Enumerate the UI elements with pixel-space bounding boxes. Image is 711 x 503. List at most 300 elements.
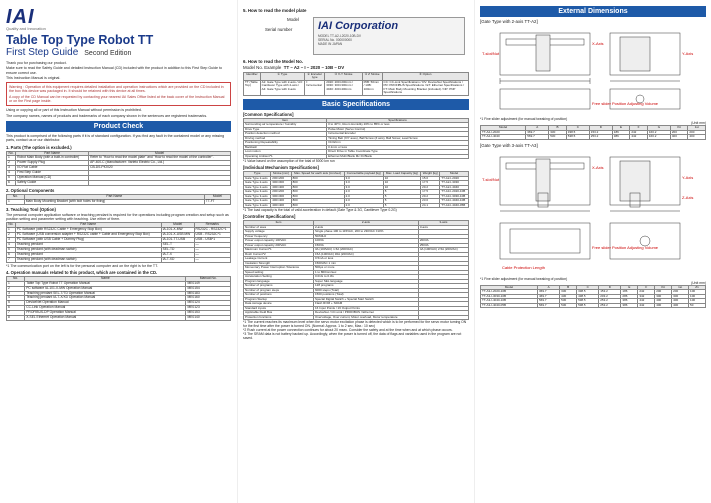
intro-line: Make sure to read the Safety Guide and detailed Instruction Manual (CD) included with the product in addition to this First Step Guide to ensure correct use.: [6, 66, 222, 75]
table-cell: 569.7: [537, 303, 559, 308]
table-cell: Ethernet Multi Blank Mc Dt Blank: [327, 154, 469, 159]
table-cell: TT-A3-I-4040-05B: [481, 303, 538, 308]
table-cell: 5: [7, 176, 16, 181]
table-cell: 2: [7, 233, 16, 238]
table-cell: 530: [560, 299, 577, 304]
table-cell: 24.1: [421, 203, 440, 208]
table-cell: Super SEL language: [314, 279, 419, 284]
table-cell: 17.5: [421, 181, 440, 186]
table-header-cell: ④ Z Stroke: [362, 72, 382, 80]
dimension-row: [481, 303, 706, 308]
table-cell: 800: [291, 176, 344, 181]
table-cell: X-SEL Ethernet Operation Manual: [25, 316, 186, 321]
basic-specs-heading: Basic Specifications: [243, 99, 469, 110]
table-cell: 8: [7, 316, 25, 321]
external-dimensions-heading: External Dimensions: [480, 6, 706, 17]
table-cell: 569.7: [537, 299, 559, 304]
table-cell: Direct Drive in Table Coordinate Type: [327, 150, 469, 155]
table-cell: 430: [560, 294, 577, 299]
table-cell: ME0124: [186, 301, 231, 306]
table-cell: 400×400: [271, 203, 291, 208]
table-cell: 200: [655, 290, 672, 295]
table-cell: Safety Guide: [16, 181, 89, 186]
table-header-cell: Part Name: [15, 223, 161, 228]
table-header-cell: G: [647, 126, 670, 131]
dimension-row: [481, 135, 706, 140]
table-cell: 186: [612, 130, 630, 135]
table-cell: TT-A3-I-3030-10B: [481, 294, 538, 299]
table-cell: Rush Current*2: [244, 252, 314, 257]
table-cell: 253.2: [589, 135, 612, 140]
table-header-cell: Stroke [mm]: [271, 172, 291, 177]
table-cell: 300×300: [271, 181, 291, 186]
teaching-title: 3. Teaching Tool (Option): [6, 206, 56, 212]
table-header-cell: ③ X-Y Stroke: [325, 72, 362, 80]
table-cell: Drive Type: [244, 127, 327, 132]
table-cell: 530: [549, 135, 567, 140]
table-cell: 200VA: [418, 239, 468, 244]
table-cell: TT-A3-I-4040-05B: [440, 203, 469, 208]
table-cell: 400: [672, 299, 689, 304]
table-cell: 153.2: [589, 130, 612, 135]
gate3-dimension-table: [480, 285, 706, 309]
table-cell: 800: [291, 194, 344, 199]
table-cell: 569.7: [526, 135, 549, 140]
table-cell: Lost motion: [244, 150, 327, 155]
gate3-fine-adjust: *1 Fine slider adjustment (for manual tweaking of position): [480, 276, 568, 281]
table-cell: 15A (100VAC) 30A (200VAC): [314, 252, 419, 257]
table-cell: 2.0: [344, 190, 383, 195]
table-cell: Flash ROM + SRAM: [314, 302, 419, 307]
table-header-cell: Model: [481, 285, 538, 290]
table-cell: Incremental Encoder: [327, 132, 469, 137]
table-cell: DeviceNet Operation Manual: [25, 301, 186, 306]
serial-label: Serial number: [265, 27, 293, 32]
gate2-fine-adjust: *1 Fine slider adjustment (for manual tweaking of position): [480, 117, 568, 121]
gate2-title: [Gate Type with 2-axis TT-A2]: [480, 19, 538, 24]
example-value: TT – A2 – I – 2020 – 10B – DV: [283, 65, 345, 70]
table-cell: 5: [383, 199, 420, 204]
bullet-line: The company names, names of products and trademarks of each company shown in the sentences are registered trademarks.: [6, 113, 208, 118]
table-cell: 50: [689, 303, 706, 308]
table-cell: 100: [689, 299, 706, 304]
table-cell: RS232C - RS232C*1: [194, 228, 230, 233]
document-title: Table Top Type Robot TT: [6, 33, 154, 47]
table-cell: Applicable Field Bus: [244, 311, 314, 316]
table-cell: Operation Manual (CD): [16, 176, 89, 181]
intro-line: This Instruction Manual is original.: [6, 75, 61, 80]
optional-table: [6, 194, 231, 205]
table-cell: 2.0: [344, 194, 383, 199]
table-header-cell: No.: [8, 222, 14, 227]
table-cell: I: Incremental: [305, 80, 325, 95]
parts-title: 1. Parts (The option is excluded.): [6, 144, 72, 150]
model-number-title: 6. How to read the Model No.: [243, 59, 304, 64]
table-cell: 530: [560, 303, 577, 308]
gate2-unit: (Unit mm): [691, 121, 706, 125]
gate2-drawing: [480, 25, 706, 117]
dia-label: X-Axis: [592, 41, 604, 46]
table-cell: Gate Type 3-axis: [244, 194, 271, 199]
table-cell: Table Top Type Robot TT Operation Manual: [25, 281, 186, 286]
table-cell: TT-A2-I-4040: [440, 185, 469, 190]
table-cell: 3.0: [344, 176, 383, 181]
table-cell: 3A (100VAC) 1.5A (200VAC): [314, 248, 419, 253]
table-cell: 3: [7, 238, 16, 243]
gate3-unit: (Unit mm): [691, 280, 706, 285]
table-cell: Power frequency: [244, 234, 314, 239]
table-cell: 442: [630, 135, 648, 140]
table-cell: 469.7: [537, 294, 559, 299]
gate3-drawing: [480, 149, 706, 277]
model-plate: [243, 15, 469, 57]
table-cell: 4: [7, 296, 25, 301]
table-cell: 100VA: [314, 239, 419, 244]
table-header-cell: Kit: [655, 285, 672, 290]
table-cell: Standard inputs: [244, 306, 314, 311]
table-cell: ME0183: [186, 291, 231, 296]
table-cell: 400: [670, 135, 688, 140]
table-cell: 438.5: [577, 294, 599, 299]
table-cell: Number of axes: [244, 225, 314, 230]
table-header-cell: Model: [89, 151, 231, 156]
table-cell: Number of programs: [244, 284, 314, 289]
table-cell: 100: [689, 294, 706, 299]
table-cell: ME0140: [186, 316, 231, 321]
table-cell: TT-FT: [204, 199, 230, 204]
table-cell: PC Software (with USB Cable + Dummy Plug): [15, 238, 161, 243]
dia-label: Z-Axis: [682, 194, 694, 200]
table-cell: 0 to 40°C, Room Humidity 20% to 85% or less: [327, 123, 469, 128]
table-cell: PC Software (USB conversion adapter + RS232C cable + Cable and Emergency Stop Box): [15, 233, 161, 238]
teaching-table: [6, 222, 231, 262]
table-cell: 4: [7, 171, 16, 176]
table-cell: 7: [7, 257, 16, 262]
table-header-cell: ① Type: [260, 72, 304, 80]
table-cell: Teaching pendant IA-T-X/XD Operation Manual: [25, 296, 186, 301]
table-cell: 5: [7, 247, 16, 252]
table-header-cell: Part Name: [16, 151, 89, 156]
table-cell: TT-A2-I-3030: [440, 181, 469, 186]
table-cell: 3.0: [344, 185, 383, 190]
table-cell: 6: [7, 181, 16, 186]
table-cell: Number of positions: [244, 293, 314, 298]
table-cell: 442: [638, 303, 655, 308]
dia-label: X-Axis: [592, 164, 604, 170]
table-cell: 330: [549, 130, 567, 135]
table-header-cell: C: [577, 285, 599, 290]
table-cell: 400: [672, 303, 689, 308]
table-cell: Main Body Mounting Bracket (with bolt holes for fixing): [24, 199, 204, 204]
table-cell: 6000 steps (Total): [314, 288, 419, 293]
table-cell: 330: [560, 290, 577, 295]
table-cell: IA-101-X-MW: [161, 228, 194, 233]
controller-note: *2 Rush current at the power connection continues for about 20 msec. Consider the safety and at the time when and at which phase occurs.: [243, 328, 453, 332]
table-cell: Supply voltage: [244, 230, 314, 235]
controller-note: *3 The SRAM data is not battery backed up. Accordingly, when the power is turned off, the data of flags and variables used in the program are not saved.: [243, 332, 462, 340]
table-cell: 2: [7, 286, 25, 291]
common-note: *1 Value based on the assumption of the total of 5000 km run: [243, 159, 335, 163]
manuals-title: 4. Operation manuals related to this product, which are contained in the CD.: [6, 269, 158, 275]
table-header-cell: F: [638, 285, 655, 290]
table-cell: AP-400-C (Manufacturer: Varieto Electric Co., Ltd.): [89, 161, 231, 166]
table-cell: TT (Table Top): [244, 80, 261, 95]
table-cell: 1500 positions (Total): [314, 293, 419, 298]
table-header-cell: Model: [161, 223, 194, 228]
table-cell: 800: [291, 199, 344, 204]
table-cell: A2: Gate Type with 2-axis / A3: Cantilever Type with 2-axis / A4: Gate Type with 3-axis: [260, 80, 304, 95]
table-cell: I/O Flat Cable: [16, 166, 89, 171]
intro: [6, 61, 231, 80]
table-cell: Gate Type 3-axis: [244, 199, 271, 204]
table-cell: Teaching pendant: [15, 252, 161, 257]
dia-label: Y-Axis: [682, 51, 694, 56]
table-cell: 369.7: [526, 130, 549, 135]
table-header-cell: B: [549, 126, 567, 131]
table-cell: 538.5: [577, 299, 599, 304]
table-cell: 23.0: [421, 199, 440, 204]
model-plate-image: [313, 17, 465, 55]
table-cell: 3-axis: [418, 225, 468, 230]
table-cell: 386: [612, 135, 630, 140]
table-cell: IA-101-TT-USB: [161, 238, 194, 243]
warning-line: Warning : Operation of this equipment requires detailed installation and operation instructions which are provided on the CD included in the box this device was packaged in. It should be retained with this device at all times.: [9, 85, 224, 94]
table-header-cell: Model: [440, 172, 469, 177]
table-header-cell: D: [589, 126, 612, 131]
common-spec-row: [244, 154, 469, 159]
warning-box: [6, 82, 231, 106]
left-column: [0, 0, 237, 503]
table-cell: 2020: 200×200mm / 3030: 300×300mm / 4040: 400×400mm: [325, 80, 362, 95]
table-cell: Acceleration Setting: [244, 275, 314, 280]
table-cell: SEL-TD: [161, 247, 194, 252]
table-cell: TT-A2-I-2020: [440, 176, 469, 181]
table-cell: Surrounding air temperature / humidity: [244, 123, 327, 128]
table-cell: Leakage Current: [244, 257, 314, 262]
table-header-cell: ⑤ Option: [382, 72, 468, 80]
table-cell: 386: [621, 303, 638, 308]
table-cell: TT-A3-I-4040-10B: [481, 299, 538, 304]
table-cell: 2: [7, 161, 16, 166]
table-cell: Power output capacity 200VAC: [244, 243, 314, 248]
table-cell: IA-T-X: [161, 252, 194, 257]
table-header-cell: 1st: [688, 126, 706, 131]
table-cell: 538.5: [577, 303, 599, 308]
table-cell: Positioning Repeatability: [244, 141, 327, 146]
table-cell: 4A (100VAC) 2.5A (200VAC): [418, 248, 468, 253]
teaching-intro: The personal computer application software or teaching pendant is required for the operations including program creation and setup such as position setting and parameter setting with teaching. Use either of them.: [6, 212, 229, 222]
table-cell: 200×200: [271, 190, 291, 195]
table-header-cell: Type: [244, 172, 271, 177]
plate-line: SERIAL No. 000000000: [318, 38, 352, 42]
table-cell: 4: [7, 242, 16, 247]
table-cell: Power Supply Plug: [16, 161, 89, 166]
product-check-heading: Product Check: [6, 121, 231, 132]
warning-line: A copy of the CD Manual can be requested by contacting your nearest IAI Sales Office listed at the back cover of the Instruction Manual or on the First page inside.: [9, 94, 225, 104]
table-cell: 338.5: [566, 130, 589, 135]
table-cell: 342: [638, 294, 655, 299]
table-header-cell: Item: [244, 221, 314, 226]
table-cell: [418, 315, 468, 320]
table-cell: 5: [383, 203, 420, 208]
table-cell: Data storage device: [244, 302, 314, 307]
table-cell: 3: [7, 291, 25, 296]
table-cell: 242: [630, 130, 648, 135]
table-header-cell: 1st: [672, 285, 689, 290]
table-cell: Special Digital Switch + Special Start Switch: [314, 297, 419, 302]
dia-label: T-slot/Nut: [482, 51, 500, 56]
table-cell: Gate Type 3-axis: [244, 203, 271, 208]
table-cell: 200: [670, 130, 688, 135]
common-specs-table: [243, 118, 469, 160]
table-cell: 800: [291, 185, 344, 190]
gate3-title: [Gate Type with 3-axis TT-A3]: [480, 142, 538, 148]
table-header-cell: 3-axis: [418, 221, 468, 226]
table-header-cell: Specifications: [327, 118, 469, 123]
table-cell: IA-101-X-USB MW: [161, 233, 194, 238]
table-header-cell: Max. Speed for each axis [mm/sec]: [291, 172, 344, 177]
gate2-drawing-svg: [480, 25, 707, 117]
table-header-cell: Part Name: [24, 194, 204, 199]
table-cell: 3.0: [344, 181, 383, 186]
table-cell: 2.0: [344, 203, 383, 208]
table-cell: ME0149: [186, 281, 231, 286]
table-cell: Insulation Strength: [244, 261, 314, 266]
table-header-cell: E: [621, 285, 638, 290]
table-cell: IA-T-XD: [161, 257, 194, 262]
table-cell: 1: [7, 199, 25, 204]
table-cell: TT-A2-I-4040: [481, 135, 526, 140]
bullet-line: Using or copying all or part of this Instruction Manual without permission is prohibited.: [6, 108, 142, 113]
table-header-cell: E: [612, 126, 630, 131]
table-header-cell: Item: [244, 118, 327, 123]
table-cell: 1: [7, 281, 25, 286]
table-cell: 338.5: [577, 290, 599, 295]
table-cell: 2.0: [344, 199, 383, 204]
right-column: [474, 0, 711, 503]
table-cell: 300×300: [271, 194, 291, 199]
table-cell: 300: [655, 294, 672, 299]
table-cell: 160.2: [647, 130, 670, 135]
plate-brand: IAI Corporation: [318, 20, 399, 32]
product-check-intro: This product is comprised of the following parts if it is of standard configuration. If you find any fault in the contained model or any missing parts, contact us or our distributor.: [6, 133, 225, 143]
table-cell: 100: [689, 290, 706, 295]
table-cell: 6: [7, 306, 25, 311]
table-cell: 200: [688, 130, 706, 135]
table-cell: 800: [291, 181, 344, 186]
table-header-cell: A: [526, 126, 549, 131]
table-cell: 7: [7, 311, 25, 316]
intro-line: Thank you for purchasing our product.: [6, 61, 67, 65]
controller-specs-title: [Controller Specifications]: [243, 214, 296, 219]
table-header-cell: Z1: [689, 285, 706, 290]
table-cell: 0.1mm or less: [327, 145, 469, 150]
table-cell: 153.2: [599, 290, 621, 295]
table-cell: Teaching pendant: [15, 242, 161, 247]
model-label: Model: [287, 17, 299, 22]
table-cell: CB-DS-PIO020: [89, 166, 231, 171]
model-example: [243, 65, 469, 71]
table-cell: 286: [621, 294, 638, 299]
table-header-cell: Name: [25, 276, 186, 281]
individual-spec-row: [244, 203, 469, 208]
table-cell: First Step Guide: [16, 171, 89, 176]
table-cell: 3: [7, 166, 16, 171]
table-header-cell: Remarks: [194, 223, 230, 228]
table-cell: Operating Ambient*1: [244, 154, 327, 159]
subtitle-text: First Step Guide: [6, 47, 79, 58]
table-cell: 538.5: [566, 135, 589, 140]
table-header-cell: C: [566, 126, 589, 131]
table-header-cell: ② Encoder type: [305, 72, 325, 80]
table-cell: TT-A3-I-3030-10B: [440, 194, 469, 199]
table-cell: 05B: 50mm / 10B: 100mm: [362, 80, 382, 95]
table-cell: Overvoltage, Over current, Motor overload, Motor temperature: [314, 315, 419, 320]
controller-specs-table: [243, 220, 469, 320]
table-cell: Maximum Current*1: [244, 248, 314, 253]
table-cell: DeviceNet / CC-Link / PROFIBUS / Ethernet: [314, 311, 419, 316]
brand-logo: IAI: [6, 6, 35, 28]
table-cell: 2-axis: [314, 225, 419, 230]
table-cell: 203.2: [599, 294, 621, 299]
manuals-table: [6, 276, 231, 321]
common-specs-title: [Common Specifications]: [243, 111, 294, 117]
table-cell: Momentary Power Interruption Tolerance: [244, 266, 314, 271]
table-cell: 20.2: [421, 185, 440, 190]
table-header-cell: No.: [8, 150, 14, 155]
table-cell: 253.2: [599, 303, 621, 308]
brand-tagline: Quality and Innovation: [6, 26, 46, 31]
table-cell: SEL-T: [161, 242, 194, 247]
plate-line: MADE IN JAPAN: [318, 42, 343, 46]
table-cell: 0.5mA or less: [314, 257, 419, 262]
table-cell: 442: [638, 299, 655, 304]
table-cell: 186: [621, 290, 638, 295]
table-cell: 50/60Hz: [314, 234, 419, 239]
table-cell: Gate Type 2-axis: [244, 181, 271, 186]
table-cell: 1 to 800mm/sec: [314, 270, 419, 275]
table-header-cell: Model: [481, 126, 526, 131]
teaching-row: [7, 257, 231, 262]
table-cell: 1: [7, 156, 16, 161]
table-cell: Position detection method: [244, 132, 327, 137]
table-header-cell: B: [560, 285, 577, 290]
part-row: [7, 181, 231, 186]
table-cell: PROFIBUS-DP Operation Manual: [25, 311, 186, 316]
table-cell: CC-Link Operation Manual: [25, 306, 186, 311]
table-cell: —: [194, 247, 230, 252]
dia-label: T-slot/Nut: [482, 176, 500, 182]
table-cell: 10: [383, 185, 420, 190]
table-header-cell: Identifier: [244, 72, 261, 80]
table-cell: —: [194, 242, 230, 247]
table-cell: 5: [7, 301, 25, 306]
table-cell: PC software IA-101-X-MW Operation Manual: [25, 286, 186, 291]
table-cell: 386: [621, 299, 638, 304]
table-cell: Refer to "How to read the model plate" and "How to read the model of the controller".: [89, 156, 231, 161]
table-cell: 6: [7, 252, 16, 257]
table-cell: 253.2: [599, 299, 621, 304]
table-cell: 300: [672, 294, 689, 299]
table-cell: Gate Type 2-axis: [244, 176, 271, 181]
dia-label: Y-Axis: [682, 174, 694, 180]
plate-text: [318, 34, 361, 46]
table-cell: Speed setting: [244, 270, 314, 275]
table-cell: ±0.02mm: [327, 141, 469, 146]
optional-title: 2. Optional Components: [6, 187, 55, 193]
individual-specs-table: [243, 171, 469, 208]
plate-line: MODEL TT-A2-I-2020-10B-DV: [318, 34, 362, 38]
